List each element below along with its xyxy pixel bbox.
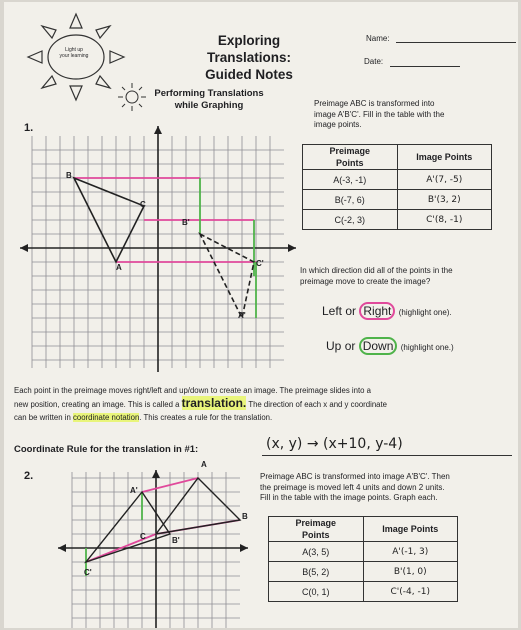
image-point-answer[interactable]: B'(1, 0) [363,562,458,582]
table-header-preimage: Preimage Points [303,145,398,170]
preimage-point: B(5, 2) [269,562,364,582]
q1-label-B: B [66,171,72,180]
sun-logo-text: Light up your learning [59,47,89,59]
q2-instructions: Preimage ABC is transformed into image A'B'C'. Then the preimage is moved left 4 units and down 2 units. Fill in the table with the image points. Graph each. [260,472,450,502]
q2-label-C-prime: C' [84,568,92,577]
q2-label-A-prime: A' [130,486,138,495]
q2-label-B: B [242,512,248,521]
q1-label-A-prime: A' [238,311,246,320]
q2-label-A: A [201,460,207,469]
image-point-answer[interactable]: B'(3, 2) [397,190,492,210]
highlight-note: (highlight one). [398,308,452,317]
image-point-answer[interactable]: C'(8, -1) [397,210,492,230]
table-row [303,190,492,210]
preimage-point: C(-2, 3) [303,210,398,230]
preimage-point: C(0, 1) [269,582,364,602]
name-label: Name: [366,34,390,43]
up-down-choice [326,339,454,353]
q1-label-A: A [116,263,122,272]
or-text: or [345,304,357,318]
explanation-paragraph: Each point in the preimage moves right/left and up/down to create an image. The preimage slides into a new position, creating an image. This is called a translation. The direction of each x and y coordinate can be written in coordinate notation. This creates a rule for the translation. [14,386,388,422]
image-point-answer[interactable]: C'(-4, -1) [363,582,458,602]
coordinate-rule-answer: (x, y) → (x+10, y-4) [266,436,403,452]
date-label: Date: [364,57,384,66]
term-coordinate-notation: coordinate notation [72,413,140,422]
table-row [303,210,492,230]
small-sun-icon [116,82,148,112]
q1-label-C: C [140,200,146,209]
q2-label-B-prime: B' [172,536,180,545]
option-right[interactable]: Right [359,302,395,320]
option-up[interactable]: Up [326,339,342,353]
question-2-number: 2. [24,470,34,482]
term-translation: translation. [181,396,247,410]
q1-label-C-prime: C' [256,259,264,268]
table-row [269,542,458,562]
section-title: Performing Translations while Graphing [154,88,264,111]
q1-coordinate-grid [18,124,298,374]
coordinate-rule-field[interactable] [262,455,512,456]
preimage-point: A(3, 5) [269,542,364,562]
option-left[interactable]: Left [322,304,343,318]
q2-coordinate-grid [52,464,252,628]
q1-points-table [302,144,492,230]
preimage-point: B(-7, 6) [303,190,398,210]
table-row [303,170,492,190]
q2-points-table [268,516,458,602]
table-row [269,582,458,602]
left-right-choice [322,304,452,318]
date-field[interactable] [390,66,460,67]
q2-label-C: C [140,532,146,541]
worksheet [4,2,518,628]
option-down[interactable]: Down [359,337,398,355]
name-field[interactable] [396,42,516,43]
table-header-image: Image Points [397,145,492,170]
q1-label-B-prime: B' [182,218,190,227]
image-point-answer[interactable]: A'(7, -5) [397,170,492,190]
table-header-image: Image Points [363,517,458,542]
page-title: Exploring Translations: Guided Notes [205,33,293,82]
table-header-preimage: Preimage Points [269,517,364,542]
table-row [269,562,458,582]
or-text: or [344,339,356,353]
question-1-number: 1. [24,122,34,134]
highlight-note: (highlight one.) [400,343,454,352]
image-point-answer[interactable]: A'(-1, 3) [363,542,458,562]
q1-instructions: Preimage ABC is transformed into image A'B'C'. Fill in the table with the image points. [314,99,445,129]
coordinate-rule-label: Coordinate Rule for the translation in #1: [14,444,199,455]
direction-question: In which direction did all of the points in the preimage move to create the image? [300,266,453,286]
preimage-point: A(-3, -1) [303,170,398,190]
